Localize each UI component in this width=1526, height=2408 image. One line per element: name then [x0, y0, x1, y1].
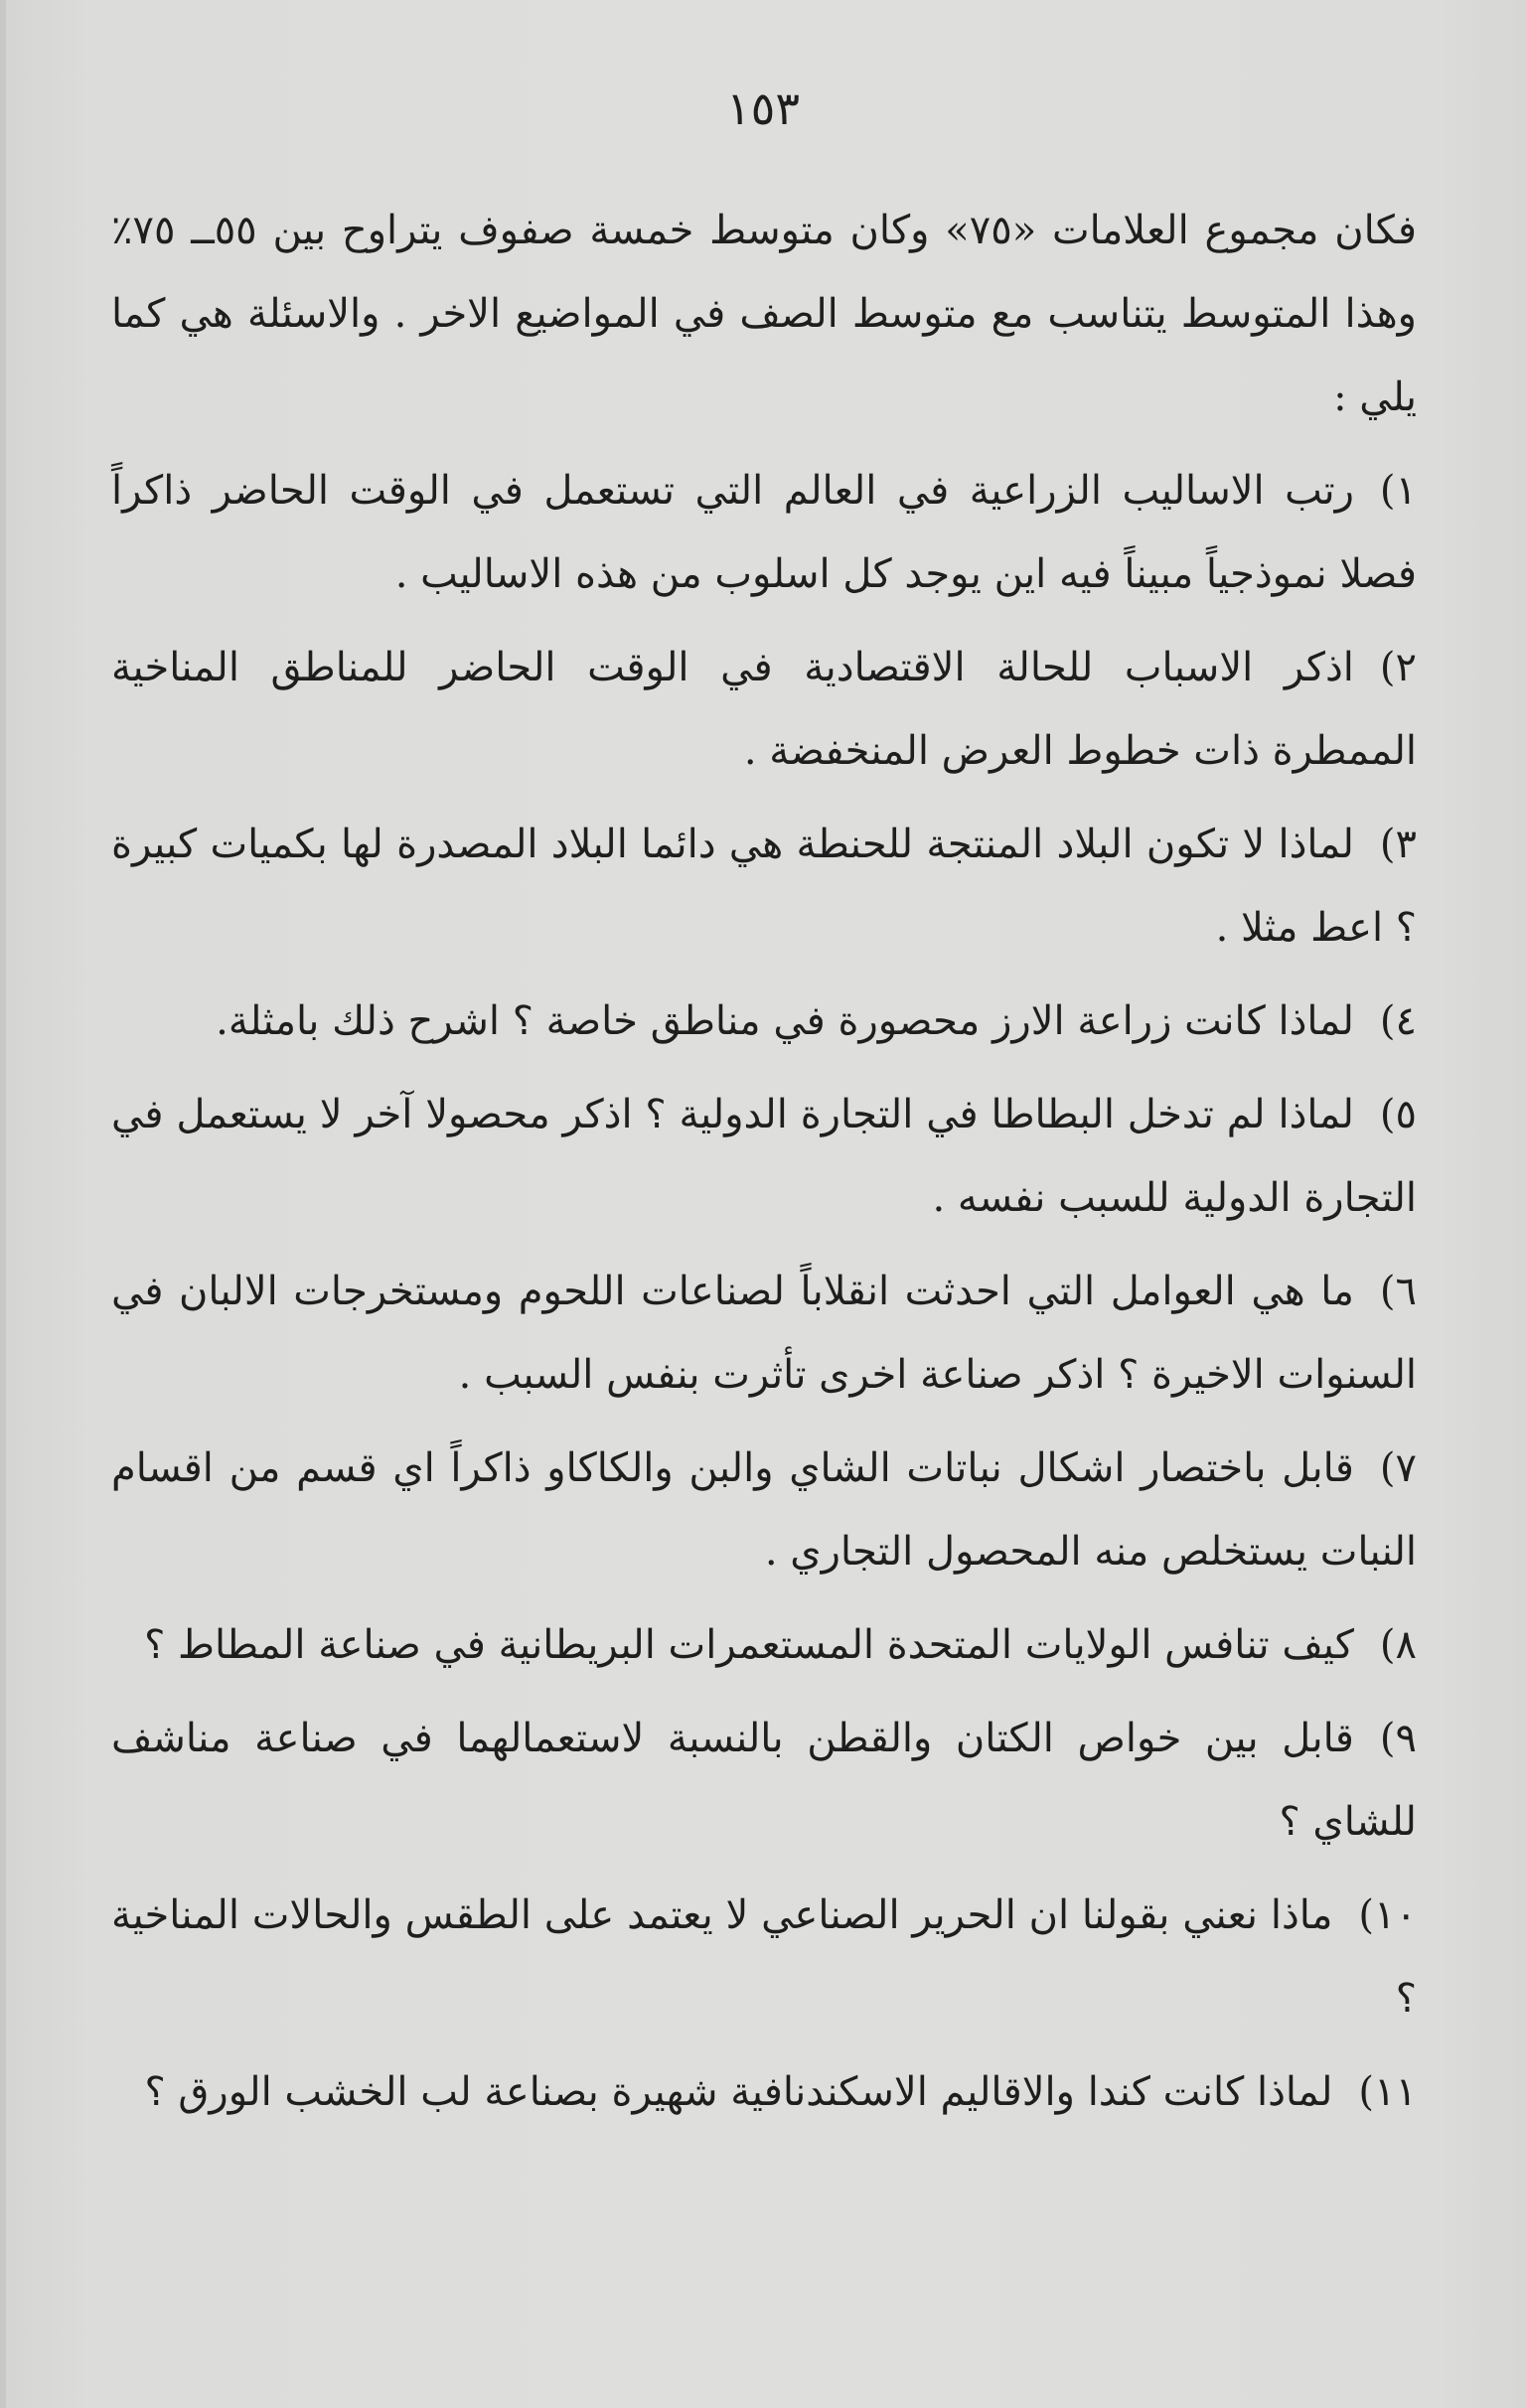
- question-number: ٥): [1379, 1092, 1417, 1137]
- question-number: ٧): [1379, 1445, 1417, 1491]
- question-number: ٨): [1379, 1622, 1417, 1668]
- question-7: [111, 1417, 1417, 1593]
- question-number: ٤): [1379, 998, 1417, 1044]
- question-1: [111, 439, 1417, 616]
- page-body: [111, 189, 1417, 2134]
- question-8: [111, 1593, 1417, 1687]
- question-5: [111, 1063, 1417, 1240]
- question-number: ٦): [1379, 1269, 1417, 1314]
- question-text: اذكر الاسباب للحالة الاقتصادية في الوقت الحاضر للمناطق المناخية الممطرة ذات خطوط العرض المنخفضة .: [111, 645, 1417, 774]
- question-text: كيف تنافس الولايات المتحدة المستعمرات البريطانية في صناعة المطاط ؟: [144, 1622, 1354, 1668]
- question-number: ١١): [1358, 2069, 1417, 2115]
- question-number: ١): [1379, 468, 1417, 514]
- question-6: [111, 1240, 1417, 1417]
- question-2: [111, 616, 1417, 793]
- page-edge: [0, 0, 6, 2408]
- question-4: [111, 970, 1417, 1063]
- question-text: لماذا كانت كندا والاقاليم الاسكندنافية شهيرة بصناعة لب الخشب الورق ؟: [144, 2069, 1333, 2115]
- question-number: ٣): [1379, 822, 1417, 867]
- question-text: قابل بين خواص الكتان والقطن بالنسبة لاستعمالهما في صناعة مناشف للشاي ؟: [111, 1716, 1417, 1845]
- question-text: لماذا كانت زراعة الارز محصورة في مناطق خاصة ؟ اشرح ذلك بامثلة.: [216, 998, 1354, 1044]
- question-text: لماذا لا تكون البلاد المنتجة للحنطة هي دائما البلاد المصدرة لها بكميات كبيرة ؟ اعط مثلا .: [111, 822, 1417, 951]
- question-3: [111, 793, 1417, 970]
- question-number: ١٠): [1358, 1892, 1417, 1938]
- page-number: ١٥٣: [725, 81, 801, 135]
- question-number: ٢): [1379, 645, 1417, 690]
- question-text: لماذا لم تدخل البطاطا في التجارة الدولية ؟ اذكر محصولا آخر لا يستعمل في التجارة الدولية للسبب نفسه .: [111, 1092, 1417, 1221]
- question-11: [111, 2040, 1417, 2134]
- question-number: ٩): [1379, 1716, 1417, 1761]
- question-text: قابل باختصار اشكال نباتات الشاي والبن والكاكاو ذاكراً اي قسم من اقسام النبات يستخلص منه المحصول التجاري .: [111, 1445, 1417, 1575]
- intro-paragraph: فكان مجموع العلامات «٧٥» وكان متوسط خمسة صفوف يتراوح بين ٥٥ــ ٧٥٪ وهذا المتوسط يتناسب مع متوسط الصف في المواضيع الاخر . والاسئلة هي كما يلي :: [111, 208, 1418, 420]
- question-text: ماذا نعني بقولنا ان الحرير الصناعي لا يعتمد على الطقس والحالات المناخية ؟: [111, 1892, 1417, 2022]
- question-text: ما هي العوامل التي احدثت انقلاباً لصناعات اللحوم ومستخرجات الالبان في السنوات الاخيرة ؟ اذكر صناعة اخرى تأثرت بنفس السبب .: [111, 1269, 1417, 1398]
- question-10: [111, 1864, 1417, 2040]
- question-text: رتب الاساليب الزراعية في العالم التي تستعمل في الوقت الحاضر ذاكراً فصلا نموذجياً مبيناً فيه اين يوجد كل اسلوب من هذه الاساليب .: [111, 468, 1417, 597]
- question-9: [111, 1687, 1417, 1864]
